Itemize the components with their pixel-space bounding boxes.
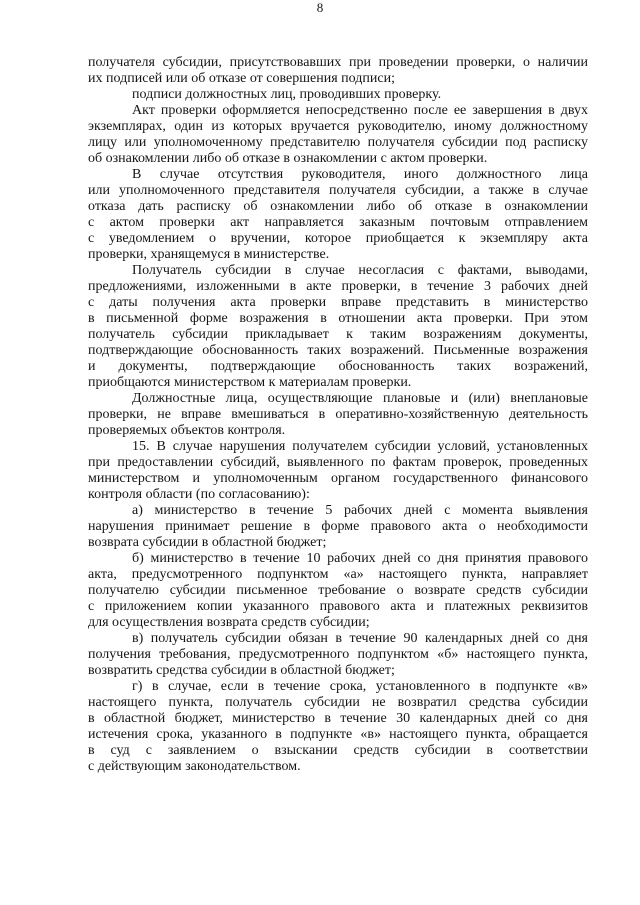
text-line: об ознакомлении либо об отказе в ознакомлении с актом проверки. [88, 151, 488, 166]
text-line: при предоставлении субсидий, выявленного по фактам проверок, проведенных [88, 455, 588, 470]
paragraph [88, 679, 588, 775]
text-line: Получатель субсидии в случае несогласия с фактами, выводами, [132, 263, 588, 278]
text-line: возврата субсидии в областной бюджет; [88, 535, 327, 550]
text-line: проверяемых объектов контроля. [88, 423, 286, 438]
text-line: б) министерство в течение 10 рабочих дней со дня принятия правового [132, 551, 588, 566]
paragraph [88, 439, 588, 503]
text-line: их подписей или об отказе от совершения подписи; [88, 71, 395, 86]
text-line: получателю субсидии письменное требование о возврате средств субсидии [88, 583, 588, 598]
text-line: проверки, не вправе вмешиваться в оперативно-хозяйственную деятельность [88, 407, 588, 422]
text-line: лицу или уполномоченному представителю получателя субсидии под расписку [88, 135, 588, 150]
document-body [88, 55, 588, 775]
paragraph [88, 551, 588, 631]
text-line: В случае отсутствия руководителя, иного должностного лица [132, 167, 588, 182]
text-line: или уполномоченного представителя получателя субсидии, а также в случае [88, 183, 588, 198]
paragraph [88, 391, 588, 439]
text-line: приобщаются министерством к материалам проверки. [88, 375, 412, 390]
text-line: в областной бюджет, министерство в течение 30 календарных дней со дня [88, 711, 588, 726]
text-line: с актом проверки акт направляется заказным почтовым отправлением [88, 215, 588, 230]
text-line: с даты получения акта проверки вправе представить в министерство [88, 295, 588, 310]
text-line: настоящего пункта, получатель субсидии не возвратил средства субсидии [88, 695, 588, 710]
text-line: подтверждающие обоснованность таких возражений. Письменные возражения [88, 343, 588, 358]
text-line: проверки, хранящемуся в министерстве. [88, 247, 330, 262]
text-line: г) в случае, если в течение срока, установленного в подпункте «в» [132, 679, 588, 694]
text-line: получателя субсидии, присутствовавших при проведении проверки, о наличии [88, 55, 588, 70]
text-line: подписи должностных лиц, проводивших проверку. [132, 87, 442, 102]
text-line: отказа дать расписку об ознакомлении либо об отказе в ознакомлении [88, 199, 588, 214]
text-line: экземплярах, один из которых вручается руководителю, иному должностному [88, 119, 588, 134]
text-line: контроля области (по согласованию): [88, 487, 310, 502]
text-line: с действующим законодательством. [88, 759, 301, 774]
text-line: акта, предусмотренного подпунктом «а» настоящего пункта, направляет [88, 567, 588, 582]
paragraph [88, 87, 588, 103]
paragraph [88, 55, 588, 87]
text-line: 15. В случае нарушения получателем субсидии условий, установленных [132, 439, 588, 454]
text-line: в письменной форме возражения в отношении акта проверки. При этом [88, 311, 588, 326]
paragraph [88, 631, 588, 679]
text-line: предложениями, изложенными в акте проверки, в течение 3 рабочих дней [88, 279, 588, 294]
paragraph [88, 103, 588, 167]
text-line: с приложением копии указанного правового акта и платежных реквизитов [88, 599, 588, 614]
text-line: нарушения принимает решение в форме правового акта о необходимости [88, 519, 588, 534]
paragraph [88, 167, 588, 263]
paragraph [88, 503, 588, 551]
text-line: получения требования, предусмотренного подпунктом «б» настоящего пункта, [88, 647, 588, 662]
text-line: для осуществления возврата средств субсидии; [88, 615, 370, 630]
text-line: в) получатель субсидии обязан в течение 90 календарных дней со дня [132, 631, 588, 646]
text-line: а) министерство в течение 5 рабочих дней с момента выявления [132, 503, 588, 518]
text-line: и документы, подтверждающие обоснованность таких возражений, [88, 359, 588, 374]
text-line: получатель субсидии прикладывает к таким возражениям документы, [88, 327, 588, 342]
text-line: истечения срока, указанного в подпункте «в» настоящего пункта, обращается [88, 727, 588, 742]
paragraph [88, 263, 588, 391]
text-line: в суд с заявлением о взыскании средств субсидии в соответствии [88, 743, 588, 758]
text-line: министерством и уполномоченным органом государственного финансового [88, 471, 588, 486]
text-line: возвратить средства субсидии в областной бюджет; [88, 663, 395, 678]
text-line: с уведомлением о вручении, которое приобщается к экземпляру акта [88, 231, 588, 246]
text-line: Акт проверки оформляется непосредственно после ее завершения в двух [132, 103, 588, 118]
text-line: Должностные лица, осуществляющие плановые и (или) внеплановые [132, 391, 588, 406]
page-number: 8 [316, 0, 324, 15]
